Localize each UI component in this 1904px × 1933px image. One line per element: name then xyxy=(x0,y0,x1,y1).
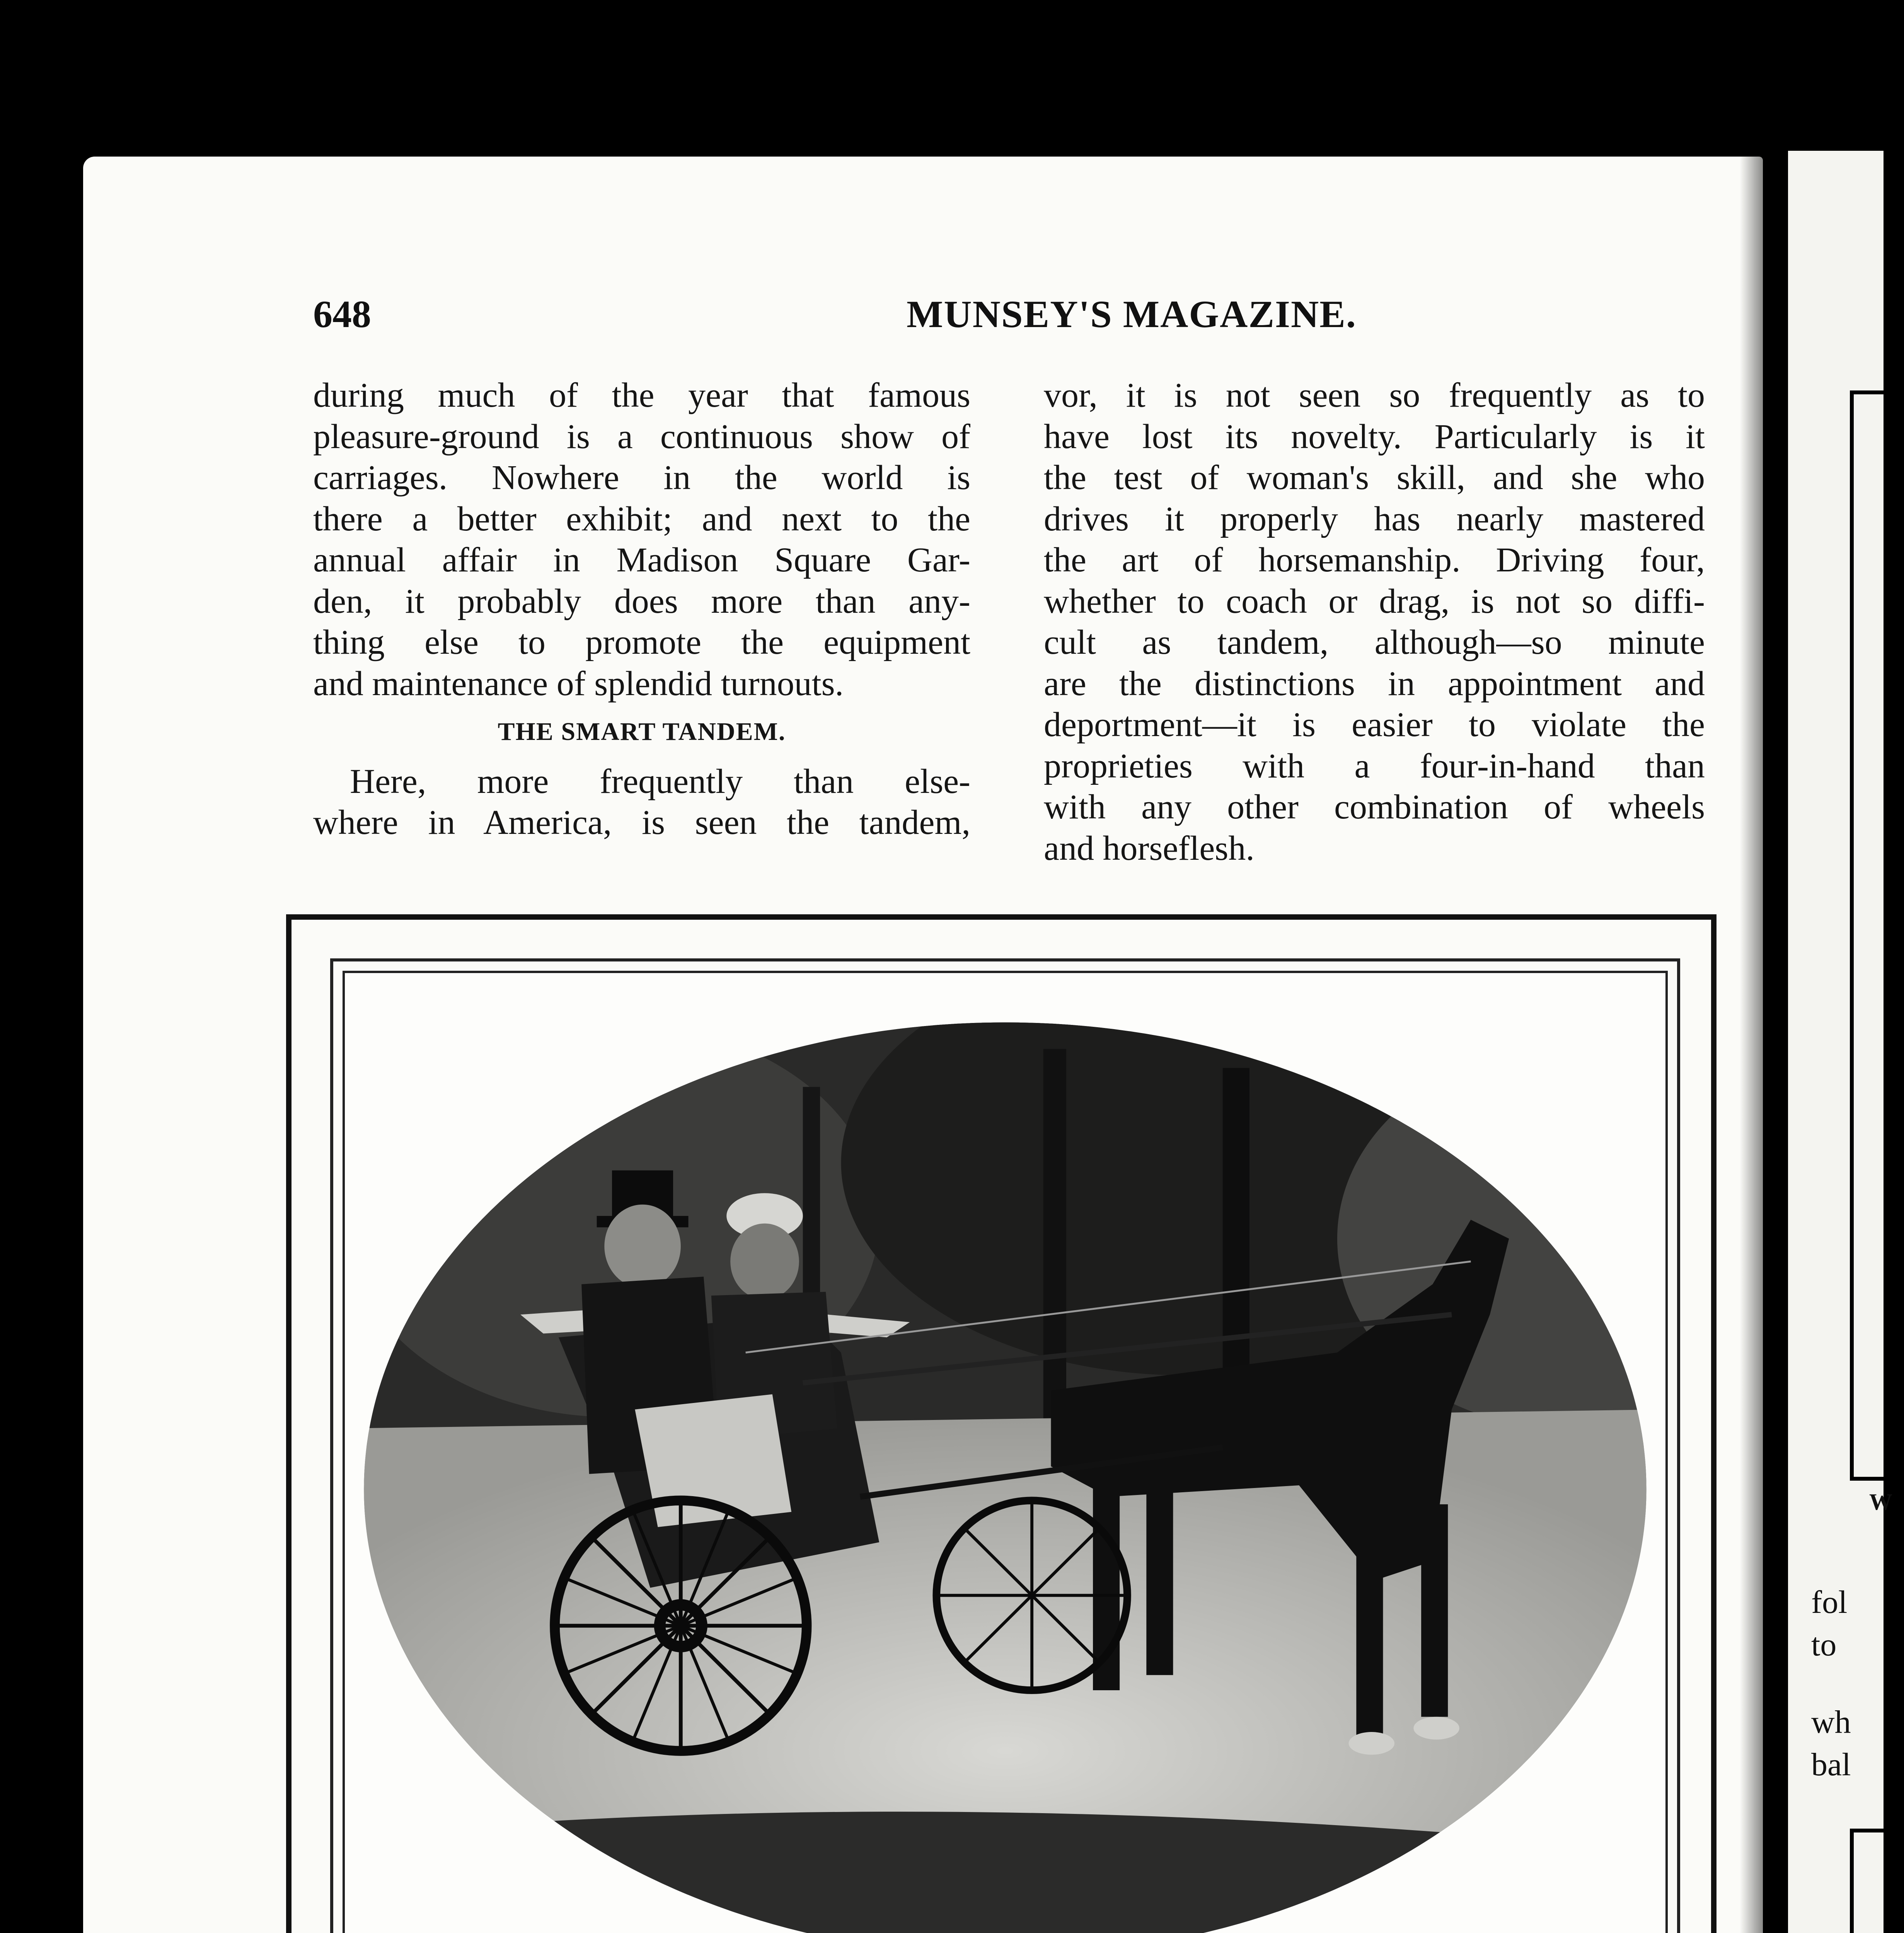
adjacent-page-fragment: wh xyxy=(1811,1704,1851,1740)
adjacent-page-fragment: bal xyxy=(1811,1747,1851,1783)
top-right-column xyxy=(1044,375,1705,869)
text-line: deportment—it is easier to violate the xyxy=(1044,706,1705,744)
section-heading: THE SMART TANDEM. xyxy=(498,718,786,746)
text-line: the art of horsemanship. Driving four, xyxy=(1044,541,1705,579)
text-line: have lost its novelty. Particularly is it xyxy=(1044,417,1705,456)
text-line: vor, it is not seen so frequently as to xyxy=(1044,376,1705,414)
page-number: 648 xyxy=(313,293,371,336)
text-line: cult as tandem, although—so minute xyxy=(1044,623,1705,661)
text-line: whether to coach or drag, is not so diffi- xyxy=(1044,582,1705,620)
top-left-column xyxy=(313,375,970,844)
text-line: proprieties with a four-in-hand than xyxy=(1044,747,1705,785)
text-line: are the distinctions in appointment and xyxy=(1044,664,1705,703)
adjacent-page-fragment: to xyxy=(1811,1627,1837,1663)
adjacent-page-fragment: W xyxy=(1869,1489,1892,1515)
text-line: during much of the year that famous xyxy=(313,376,970,414)
text-line: annual affair in Madison Square Gar- xyxy=(313,541,970,579)
photo-frame xyxy=(286,914,1716,1933)
text-line: and maintenance of splendid turnouts. xyxy=(313,664,844,703)
adjacent-page-frame xyxy=(1850,1829,1904,1933)
photo-frame-rule xyxy=(330,958,1680,1933)
text-line: drives it properly has nearly mastered xyxy=(1044,499,1705,538)
adjacent-page-edge xyxy=(1788,151,1892,1933)
adjacent-page-fragment: fol xyxy=(1811,1584,1848,1620)
magazine-page xyxy=(83,157,1763,1933)
page-fold-shadow xyxy=(1740,157,1763,1933)
text-line: where in America, is seen the tandem, xyxy=(313,803,970,842)
photo-frame-inner-rule xyxy=(343,971,1668,1933)
text-line: the test of woman's skill, and she who xyxy=(1044,459,1705,497)
carriage-photograph xyxy=(345,973,1665,1933)
text-line: pleasure-ground is a continuous show of xyxy=(313,417,970,456)
adjacent-page-frame xyxy=(1850,390,1904,1481)
magazine-title: MUNSEY'S MAGAZINE. xyxy=(907,293,1357,336)
text-line: and horseflesh. xyxy=(1044,829,1255,868)
text-line: with any other combination of wheels xyxy=(1044,788,1705,826)
text-line: there a better exhibit; and next to the xyxy=(313,499,970,538)
text-line: carriages. Nowhere in the world is xyxy=(313,459,970,497)
text-line: den, it probably does more than any- xyxy=(313,582,970,620)
running-header xyxy=(313,292,1790,346)
text-line: Here, more frequently than else- xyxy=(350,762,970,801)
text-line: thing else to promote the equipment xyxy=(313,623,970,661)
